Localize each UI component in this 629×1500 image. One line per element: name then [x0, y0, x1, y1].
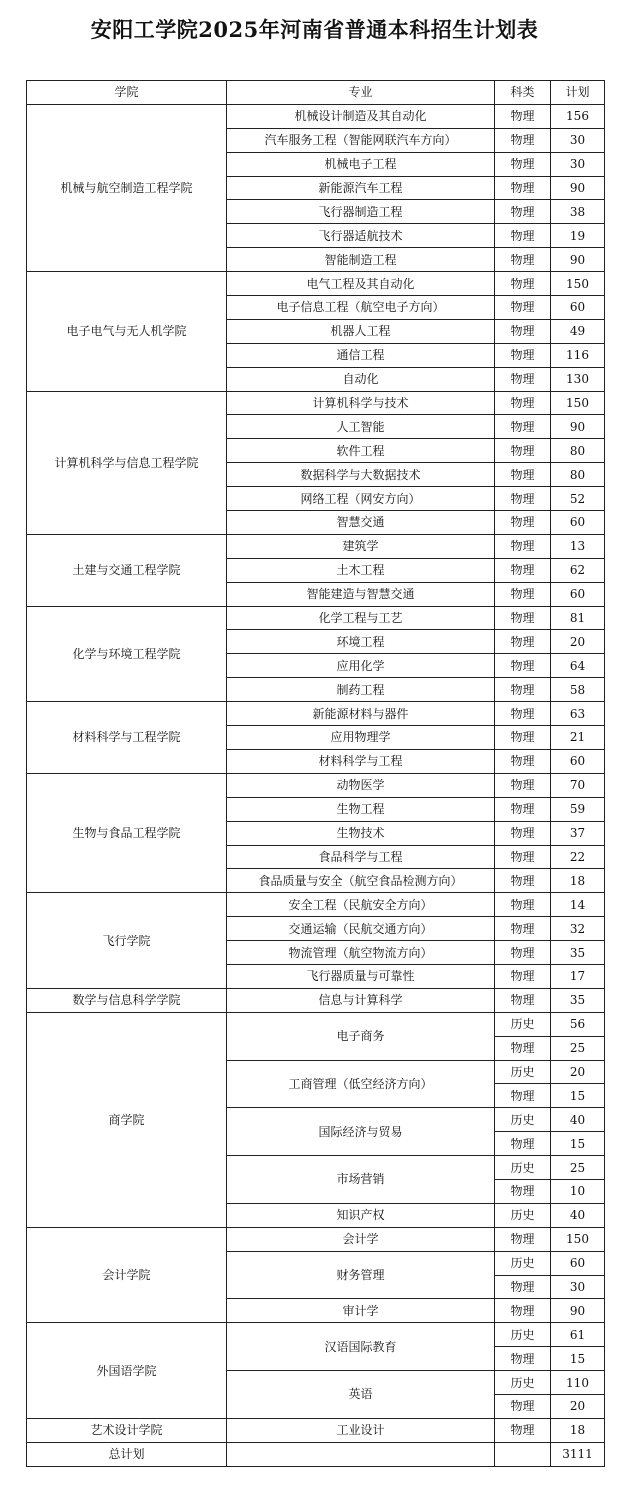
subject-category: 物理	[495, 487, 551, 511]
subject-category: 物理	[495, 1394, 551, 1418]
major-name: 数据科学与大数据技术	[227, 463, 495, 487]
total-empty-major	[227, 1442, 495, 1466]
subject-category: 物理	[495, 917, 551, 941]
major-name: 环境工程	[227, 630, 495, 654]
major-name: 知识产权	[227, 1203, 495, 1227]
college-name: 数学与信息科学学院	[27, 988, 227, 1012]
plan-count: 60	[551, 296, 605, 320]
plan-count: 25	[551, 1156, 605, 1180]
major-name: 新能源材料与器件	[227, 702, 495, 726]
total-plan: 3111	[551, 1442, 605, 1466]
college-name: 计算机科学与信息工程学院	[27, 391, 227, 534]
header-major: 专业	[227, 81, 495, 105]
subject-category: 物理	[495, 1275, 551, 1299]
subject-category: 历史	[495, 1060, 551, 1084]
subject-category: 物理	[495, 1347, 551, 1371]
subject-category: 物理	[495, 415, 551, 439]
subject-category: 物理	[495, 678, 551, 702]
plan-count: 59	[551, 797, 605, 821]
major-name: 机械设计制造及其自动化	[227, 104, 495, 128]
subject-category: 物理	[495, 272, 551, 296]
major-name: 汽车服务工程（智能网联汽车方向）	[227, 128, 495, 152]
major-name: 物流管理（航空物流方向）	[227, 941, 495, 965]
subject-category: 历史	[495, 1203, 551, 1227]
plan-count: 80	[551, 463, 605, 487]
major-name: 自动化	[227, 367, 495, 391]
plan-count: 81	[551, 606, 605, 630]
plan-count: 22	[551, 845, 605, 869]
major-name: 智能制造工程	[227, 248, 495, 272]
plan-count: 18	[551, 869, 605, 893]
major-name: 机械电子工程	[227, 152, 495, 176]
subject-category: 物理	[495, 248, 551, 272]
subject-category: 物理	[495, 630, 551, 654]
plan-count: 25	[551, 1036, 605, 1060]
subject-category: 物理	[495, 534, 551, 558]
plan-count: 150	[551, 272, 605, 296]
table-row	[27, 1323, 605, 1347]
subject-category: 物理	[495, 773, 551, 797]
subject-category: 物理	[495, 224, 551, 248]
table-row	[27, 1012, 605, 1036]
plan-count: 35	[551, 941, 605, 965]
major-name: 工商管理（低空经济方向）	[227, 1060, 495, 1108]
major-name: 智能建造与智慧交通	[227, 582, 495, 606]
major-name: 生物技术	[227, 821, 495, 845]
subject-category: 物理	[495, 343, 551, 367]
plan-count: 49	[551, 319, 605, 343]
plan-count: 37	[551, 821, 605, 845]
table-row	[27, 534, 605, 558]
major-name: 新能源汽车工程	[227, 176, 495, 200]
plan-count: 30	[551, 128, 605, 152]
table-row	[27, 988, 605, 1012]
subject-category: 物理	[495, 845, 551, 869]
plan-count: 90	[551, 176, 605, 200]
subject-category: 物理	[495, 1227, 551, 1251]
subject-category: 物理	[495, 869, 551, 893]
plan-count: 15	[551, 1084, 605, 1108]
major-name: 网络工程（网安方向）	[227, 487, 495, 511]
subject-category: 物理	[495, 702, 551, 726]
subject-category: 物理	[495, 821, 551, 845]
subject-category: 历史	[495, 1251, 551, 1275]
plan-count: 60	[551, 749, 605, 773]
plan-count: 61	[551, 1323, 605, 1347]
total-row	[27, 1442, 605, 1466]
subject-category: 物理	[495, 726, 551, 750]
plan-count: 80	[551, 439, 605, 463]
subject-category: 物理	[495, 893, 551, 917]
subject-category: 物理	[495, 654, 551, 678]
subject-category: 历史	[495, 1371, 551, 1395]
subject-category: 物理	[495, 367, 551, 391]
subject-category: 物理	[495, 941, 551, 965]
college-name: 商学院	[27, 1012, 227, 1227]
plan-count: 150	[551, 391, 605, 415]
table-row	[27, 272, 605, 296]
table-header-row	[27, 81, 605, 105]
major-name: 信息与计算科学	[227, 988, 495, 1012]
major-name: 动物医学	[227, 773, 495, 797]
plan-count: 14	[551, 893, 605, 917]
college-name: 会计学院	[27, 1227, 227, 1323]
subject-category: 物理	[495, 176, 551, 200]
subject-category: 物理	[495, 319, 551, 343]
subject-category: 物理	[495, 988, 551, 1012]
major-name: 飞行器适航技术	[227, 224, 495, 248]
plan-count: 58	[551, 678, 605, 702]
college-name: 飞行学院	[27, 893, 227, 989]
subject-category: 物理	[495, 749, 551, 773]
major-name: 软件工程	[227, 439, 495, 463]
major-name: 电子信息工程（航空电子方向）	[227, 296, 495, 320]
subject-category: 物理	[495, 463, 551, 487]
major-name: 会计学	[227, 1227, 495, 1251]
plan-count: 63	[551, 702, 605, 726]
plan-count: 90	[551, 415, 605, 439]
table-body	[27, 104, 605, 1466]
plan-count: 20	[551, 1394, 605, 1418]
table-row	[27, 391, 605, 415]
subject-category: 物理	[495, 582, 551, 606]
subject-category: 物理	[495, 1179, 551, 1203]
subject-category: 物理	[495, 104, 551, 128]
plan-count: 56	[551, 1012, 605, 1036]
plan-count: 116	[551, 343, 605, 367]
plan-count: 40	[551, 1108, 605, 1132]
college-name: 机械与航空制造工程学院	[27, 104, 227, 271]
table-row	[27, 1418, 605, 1442]
major-name: 飞行器质量与可靠性	[227, 964, 495, 988]
plan-count: 21	[551, 726, 605, 750]
major-name: 英语	[227, 1371, 495, 1419]
subject-category: 物理	[495, 439, 551, 463]
header-college: 学院	[27, 81, 227, 105]
subject-category: 物理	[495, 797, 551, 821]
major-name: 国际经济与贸易	[227, 1108, 495, 1156]
major-name: 化学工程与工艺	[227, 606, 495, 630]
plan-count: 30	[551, 1275, 605, 1299]
subject-category: 物理	[495, 152, 551, 176]
major-name: 市场营销	[227, 1156, 495, 1204]
subject-category: 物理	[495, 128, 551, 152]
plan-count: 32	[551, 917, 605, 941]
header-plan: 计划	[551, 81, 605, 105]
plan-count: 52	[551, 487, 605, 511]
college-name: 艺术设计学院	[27, 1418, 227, 1442]
plan-count: 60	[551, 582, 605, 606]
subject-category: 物理	[495, 1132, 551, 1156]
major-name: 交通运输（民航交通方向）	[227, 917, 495, 941]
page-title: 安阳工学院2025年河南省普通本科招生计划表	[90, 17, 539, 42]
major-name: 应用化学	[227, 654, 495, 678]
plan-count: 20	[551, 1060, 605, 1084]
major-name: 财务管理	[227, 1251, 495, 1299]
subject-category: 物理	[495, 1418, 551, 1442]
table-row	[27, 606, 605, 630]
plan-count: 15	[551, 1347, 605, 1371]
major-name: 建筑学	[227, 534, 495, 558]
subject-category: 物理	[495, 1299, 551, 1323]
college-name: 化学与环境工程学院	[27, 606, 227, 702]
plan-count: 60	[551, 1251, 605, 1275]
subject-category: 物理	[495, 200, 551, 224]
plan-count: 64	[551, 654, 605, 678]
table-row	[27, 773, 605, 797]
major-name: 食品科学与工程	[227, 845, 495, 869]
total-empty-category	[495, 1442, 551, 1466]
plan-count: 62	[551, 558, 605, 582]
major-name: 制药工程	[227, 678, 495, 702]
enrollment-plan-table	[26, 80, 605, 1467]
subject-category: 历史	[495, 1012, 551, 1036]
plan-count: 40	[551, 1203, 605, 1227]
total-label: 总计划	[27, 1442, 227, 1466]
table-row	[27, 702, 605, 726]
subject-category: 物理	[495, 964, 551, 988]
plan-count: 70	[551, 773, 605, 797]
plan-count: 38	[551, 200, 605, 224]
plan-count: 60	[551, 511, 605, 535]
plan-count: 20	[551, 630, 605, 654]
major-name: 人工智能	[227, 415, 495, 439]
subject-category: 物理	[495, 606, 551, 630]
major-name: 生物工程	[227, 797, 495, 821]
plan-count: 110	[551, 1371, 605, 1395]
plan-count: 18	[551, 1418, 605, 1442]
major-name: 计算机科学与技术	[227, 391, 495, 415]
subject-category: 历史	[495, 1323, 551, 1347]
subject-category: 历史	[495, 1108, 551, 1132]
major-name: 电气工程及其自动化	[227, 272, 495, 296]
college-name: 土建与交通工程学院	[27, 534, 227, 606]
major-name: 智慧交通	[227, 511, 495, 535]
major-name: 材料科学与工程	[227, 749, 495, 773]
major-name: 土木工程	[227, 558, 495, 582]
subject-category: 物理	[495, 391, 551, 415]
subject-category: 物理	[495, 1084, 551, 1108]
college-name: 外国语学院	[27, 1323, 227, 1419]
subject-category: 历史	[495, 1156, 551, 1180]
plan-count: 150	[551, 1227, 605, 1251]
major-name: 机器人工程	[227, 319, 495, 343]
major-name: 审计学	[227, 1299, 495, 1323]
table-row	[27, 1227, 605, 1251]
subject-category: 物理	[495, 296, 551, 320]
table-row	[27, 104, 605, 128]
major-name: 工业设计	[227, 1418, 495, 1442]
plan-count: 30	[551, 152, 605, 176]
plan-count: 19	[551, 224, 605, 248]
table-row	[27, 893, 605, 917]
plan-count: 15	[551, 1132, 605, 1156]
plan-count: 156	[551, 104, 605, 128]
major-name: 通信工程	[227, 343, 495, 367]
plan-count: 10	[551, 1179, 605, 1203]
subject-category: 物理	[495, 1036, 551, 1060]
major-name: 安全工程（民航安全方向）	[227, 893, 495, 917]
header-category: 科类	[495, 81, 551, 105]
plan-count: 90	[551, 248, 605, 272]
major-name: 应用物理学	[227, 726, 495, 750]
plan-count: 17	[551, 964, 605, 988]
plan-count: 35	[551, 988, 605, 1012]
subject-category: 物理	[495, 511, 551, 535]
plan-count: 130	[551, 367, 605, 391]
plan-count: 13	[551, 534, 605, 558]
subject-category: 物理	[495, 558, 551, 582]
major-name: 汉语国际教育	[227, 1323, 495, 1371]
college-name: 生物与食品工程学院	[27, 773, 227, 892]
college-name: 电子电气与无人机学院	[27, 272, 227, 391]
major-name: 食品质量与安全（航空食品检测方向）	[227, 869, 495, 893]
major-name: 电子商务	[227, 1012, 495, 1060]
major-name: 飞行器制造工程	[227, 200, 495, 224]
college-name: 材料科学与工程学院	[27, 702, 227, 774]
plan-count: 90	[551, 1299, 605, 1323]
